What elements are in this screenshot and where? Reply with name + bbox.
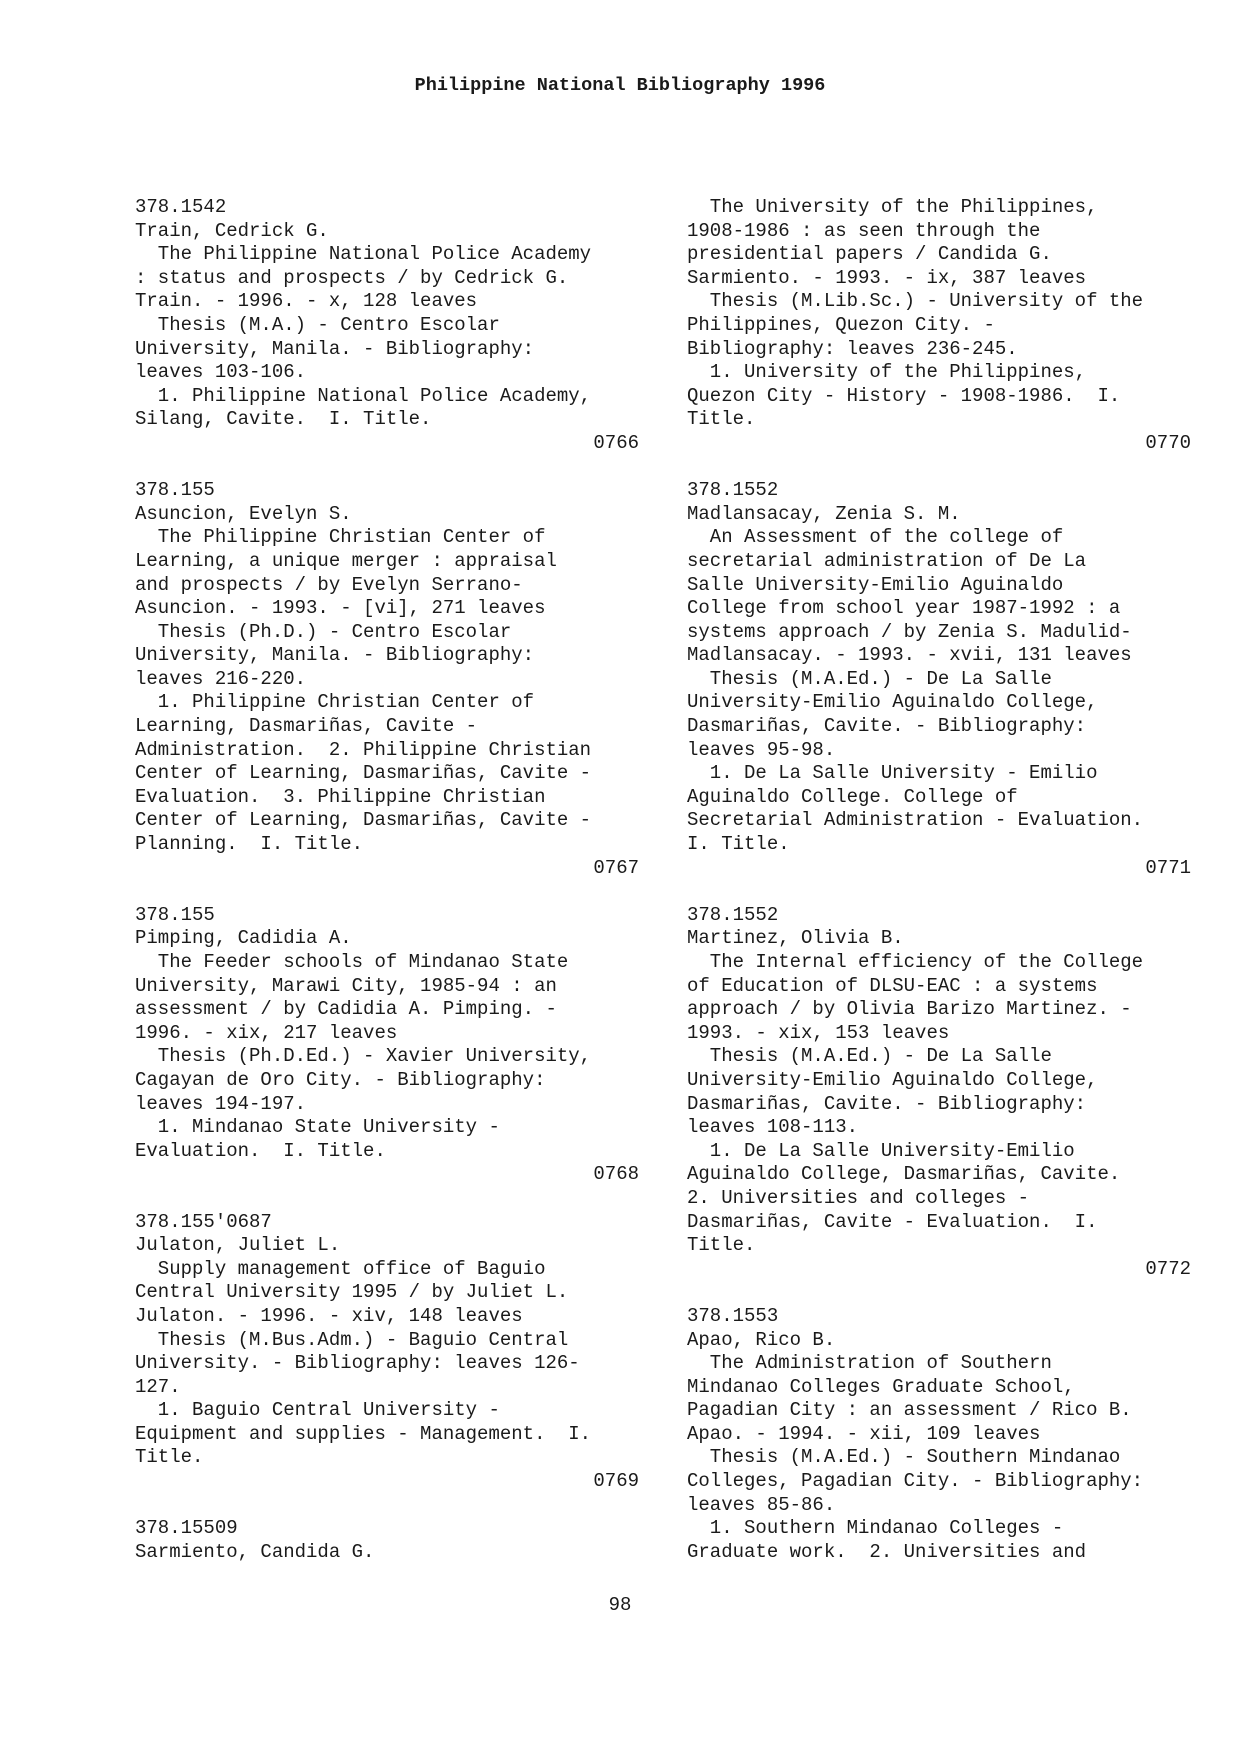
entry-line: Graduate work. 2. Universities and [687, 1540, 1087, 1563]
entry-line: University, Manila. - Bibliography: [135, 337, 535, 360]
left-column [135, 196, 639, 1588]
entry-line: The Internal efficiency of the College [687, 951, 1144, 973]
entry-line: 1. Mindanao State University - [135, 1116, 500, 1139]
entry-line: Salle University-Emilio Aguinaldo [687, 573, 1064, 596]
entry-line: Cagayan de Oro City. - Bibliography: [135, 1068, 546, 1091]
entry-line: University, Manila. - Bibliography: [135, 644, 535, 667]
entry-line: Center of Learning, Dasmariñas, Cavite - [135, 762, 592, 785]
entry-line: systems approach / by Zenia S. Madulid- [687, 620, 1132, 643]
entry-line: of Education of DLSU-EAC : a systems [687, 974, 1098, 997]
entry-line: Julaton. - 1996. - xiv, 148 leaves [135, 1304, 523, 1327]
entry-line: 1. Baguio Central University - [135, 1399, 500, 1422]
entry-line: 1993. - xix, 153 leaves [687, 1021, 950, 1044]
entry-line: Thesis (M.Bus.Adm.) - Baguio Central [135, 1328, 569, 1351]
entry-line: Thesis (Ph.D.) - Centro Escolar [135, 620, 512, 643]
entry-line: Train. - 1996. - x, 128 leaves [135, 290, 478, 313]
entry-line: Evaluation. 3. Philippine Christian [135, 785, 546, 808]
entry-number: 0769 [593, 1470, 639, 1493]
entry-line: Evaluation. I. Title. [135, 1139, 386, 1162]
entry-line: 378.1553 [687, 1304, 779, 1327]
entry-line: Thesis (M.A.Ed.) - Southern Mindanao [687, 1446, 1121, 1469]
entry-line: Learning, Dasmariñas, Cavite - [135, 715, 478, 738]
entry-line: University-Emilio Aguinaldo College, [687, 691, 1098, 714]
entry-line: Thesis (Ph.D.Ed.) - Xavier University, [135, 1045, 592, 1068]
entry-line: University-Emilio Aguinaldo College, [687, 1068, 1098, 1091]
entry-line: 1996. - xix, 217 leaves [135, 1021, 398, 1044]
entry-line: leaves 95-98. [687, 738, 836, 761]
entry-line: approach / by Olivia Barizo Martinez. - [687, 998, 1132, 1021]
entry-line: Philippines, Quezon City. - [687, 313, 995, 336]
entry-line: presidential papers / Candida G. [687, 243, 1052, 266]
bibliography-entry [135, 196, 639, 456]
entry-line: Dasmariñas, Cavite. - Bibliography: [687, 715, 1087, 738]
entry-line: Sarmiento, Candida G. [135, 1540, 375, 1563]
entry-line: 378.155 [135, 903, 215, 926]
entry-line: 2. Universities and colleges - [687, 1186, 1030, 1209]
entry-line: leaves 216-220. [135, 667, 307, 690]
entry-line: 1. Southern Mindanao Colleges - [687, 1517, 1064, 1540]
entry-number: 0770 [1145, 431, 1191, 454]
entry-line: Center of Learning, Dasmariñas, Cavite - [135, 809, 592, 832]
page-number: 98 [608, 1594, 632, 1616]
entry-line: Title. [687, 408, 756, 431]
entry-line: 1. De La Salle University-Emilio [687, 1139, 1075, 1162]
entry-line: Apao. - 1994. - xii, 109 leaves [687, 1422, 1041, 1445]
entry-line: : status and prospects / by Cedrick G. [135, 266, 569, 289]
entry-line: Asuncion. - 1993. - [vi], 271 leaves [135, 597, 546, 620]
entry-line: Learning, a unique merger : appraisal [135, 549, 557, 572]
entry-line: Dasmariñas, Cavite - Evaluation. I. [687, 1210, 1098, 1233]
entry-number: 0768 [593, 1163, 639, 1186]
entry-line: Thesis (M.A.Ed.) - De La Salle [687, 667, 1052, 690]
entry-line: Administration. 2. Philippine Christian [135, 738, 592, 761]
entry-line: 378.1552 [687, 903, 779, 926]
entry-line: Equipment and supplies - Management. I. [135, 1422, 592, 1445]
entry-line: 378.155'0687 [135, 1210, 272, 1233]
entry-line: 1. Philippine Christian Center of [135, 691, 535, 714]
entry-line: 1. University of the Philippines, [687, 361, 1087, 384]
bibliography-entry [687, 1305, 1191, 1565]
entry-line: leaves 108-113. [687, 1116, 859, 1139]
entry-line: Dasmariñas, Cavite. - Bibliography: [687, 1092, 1087, 1115]
bibliography-entry [687, 196, 1191, 456]
entry-line: The Philippine Christian Center of [135, 526, 546, 549]
bibliography-entry [687, 479, 1191, 880]
bibliography-entry [687, 904, 1191, 1282]
entry-line: leaves 85-86. [687, 1493, 836, 1516]
entry-line: Pagadian City : an assessment / Rico B. [687, 1399, 1132, 1422]
entry-line: leaves 103-106. [135, 361, 307, 384]
entry-line: Silang, Cavite. I. Title. [135, 408, 432, 431]
entry-line: secretarial administration of De La [687, 549, 1087, 572]
page-title: Philippine National Bibliography 1996 [414, 75, 826, 96]
entry-number: 0767 [593, 856, 639, 879]
entry-line: University, Marawi City, 1985-94 : an [135, 974, 557, 997]
entry-line: The Philippine National Police Academy [135, 243, 592, 266]
entry-line: 1. Philippine National Police Academy, [135, 384, 592, 407]
bibliography-entry [135, 1211, 639, 1494]
bibliography-entry [135, 904, 639, 1187]
entry-line: 1. De La Salle University - Emilio [687, 762, 1098, 785]
entry-line: Thesis (M.A.Ed.) - De La Salle [687, 1045, 1052, 1068]
entry-line: University. - Bibliography: leaves 126- [135, 1352, 580, 1375]
entry-line: The Administration of Southern [687, 1352, 1052, 1375]
entry-line: 127. [135, 1375, 181, 1398]
entry-line: Mindanao Colleges Graduate School, [687, 1375, 1075, 1398]
entry-line: Aguinaldo College. College of [687, 785, 1018, 808]
entry-line: Central University 1995 / by Juliet L. [135, 1281, 569, 1304]
entry-line: 378.1552 [687, 479, 779, 502]
entry-line: leaves 194-197. [135, 1092, 307, 1115]
entry-line: 1908-1986 : as seen through the [687, 219, 1041, 242]
entry-line: College from school year 1987-1992 : a [687, 597, 1121, 620]
entry-line: Madlansacay, Zenia S. M. [687, 502, 961, 525]
entry-line: Asuncion, Evelyn S. [135, 502, 352, 525]
entry-line: Supply management office of Baguio [135, 1257, 546, 1280]
entry-line: assessment / by Cadidia A. Pimping. - [135, 998, 557, 1021]
entry-line: Thesis (M.Lib.Sc.) - University of the [687, 290, 1144, 313]
entry-line: Julaton, Juliet L. [135, 1234, 341, 1257]
entry-number: 0772 [1145, 1257, 1191, 1280]
bibliography-entry [135, 1517, 639, 1564]
entry-line: The Feeder schools of Mindanao State [135, 951, 569, 973]
entry-line: and prospects / by Evelyn Serrano- [135, 573, 523, 596]
entry-number: 0766 [593, 431, 639, 454]
entry-line: Thesis (M.A.) - Centro Escolar [135, 313, 500, 336]
entry-line: Madlansacay. - 1993. - xvii, 131 leaves [687, 644, 1132, 667]
entry-line: An Assessment of the college of [687, 526, 1064, 549]
entry-line: The University of the Philippines, [687, 196, 1098, 218]
entry-line: Secretarial Administration - Evaluation. [687, 809, 1144, 832]
entry-line: Colleges, Pagadian City. - Bibliography: [687, 1470, 1144, 1493]
entry-line: Title. [687, 1234, 756, 1257]
entry-line: Bibliography: leaves 236-245. [687, 337, 1018, 360]
entry-line: I. Title. [687, 833, 790, 856]
bibliography-entry [135, 479, 639, 880]
entry-line: Martinez, Olivia B. [687, 927, 904, 950]
entry-line: 378.155 [135, 479, 215, 502]
entry-line: 378.15509 [135, 1517, 238, 1540]
entry-line: Aguinaldo College, Dasmariñas, Cavite. [687, 1163, 1121, 1186]
entry-line: Planning. I. Title. [135, 833, 364, 856]
entry-line: Title. [135, 1446, 204, 1469]
entry-line: Apao, Rico B. [687, 1328, 836, 1351]
entry-line: Quezon City - History - 1908-1986. I. [687, 384, 1121, 407]
entry-number: 0771 [1145, 856, 1191, 879]
right-column [687, 196, 1191, 1588]
entry-line: Pimping, Cadidia A. [135, 927, 352, 950]
entry-line: Sarmiento. - 1993. - ix, 387 leaves [687, 266, 1087, 289]
entry-line: Train, Cedrick G. [135, 219, 329, 242]
entry-line: 378.1542 [135, 196, 227, 218]
